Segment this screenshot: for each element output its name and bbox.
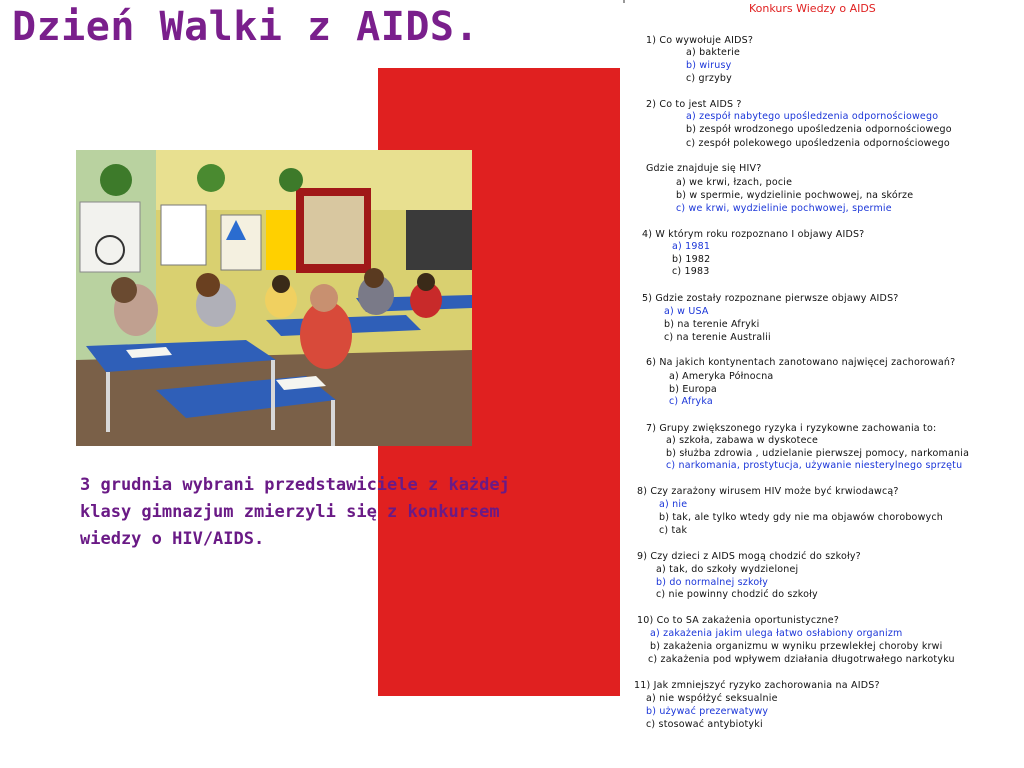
quiz-answer: c) 1983: [672, 266, 710, 277]
quiz-answer: a) tak, do szkoły wydzielonej: [656, 564, 799, 575]
slide-edge-mark: [623, 0, 625, 3]
quiz-answer: b) Europa: [669, 384, 717, 395]
quiz-question: 4) W którym roku rozpoznano I objawy AIDS?: [642, 229, 865, 240]
quiz-answer: c) na terenie Australii: [664, 332, 771, 343]
quiz-question: 1) Co wywołuje AIDS?: [646, 35, 754, 46]
quiz-answer-correct: a) zespół nabytego upośledzenia odpornościowego: [686, 111, 939, 122]
quiz-answer: a) we krwi, łzach, pocie: [676, 177, 793, 188]
quiz-answer: a) Ameryka Północna: [669, 371, 774, 382]
quiz-answer: b) 1982: [672, 254, 711, 265]
quiz-answer-correct: a) 1981: [672, 241, 711, 252]
quiz-answer-correct: a) zakażenia jakim ulega łatwo osłabiony organizm: [650, 628, 903, 639]
quiz-answer-correct: b) wirusy: [686, 60, 732, 71]
quiz-answer: a) nie współżyć seksualnie: [646, 693, 778, 704]
slide-title: Dzień Walki z AIDS.: [12, 4, 480, 50]
quiz-answer-correct: c) Afryka: [669, 396, 713, 407]
quiz-question: 5) Gdzie zostały rozpoznane pierwsze objawy AIDS?: [642, 293, 899, 304]
quiz-answer-correct: c) narkomania, prostytucja, używanie niesterylnego sprzętu: [666, 460, 963, 471]
quiz-question: 9) Czy dzieci z AIDS mogą chodzić do szkoły?: [637, 551, 861, 562]
quiz-answer: b) zespół wrodzonego upośledzenia odpornościowego: [686, 124, 952, 135]
slide-caption: 3 grudnia wybrani przedstawiciele z każdej klasy gimnazjum zmierzyli się z konkursem wiedzy o HIV/AIDS.: [80, 475, 510, 549]
quiz-answer: a) bakterie: [686, 47, 741, 58]
quiz-question: Gdzie znajduje się HIV?: [646, 163, 762, 174]
quiz-title: Konkurs Wiedzy o AIDS: [749, 2, 876, 15]
quiz-answer: c) tak: [659, 525, 688, 536]
quiz-answer-correct: b) używać prezerwatywy: [646, 706, 769, 717]
classroom-photo: [76, 150, 472, 446]
quiz-answer: c) stosować antybiotyki: [646, 719, 763, 730]
quiz-answer-correct: b) do normalnej szkoły: [656, 577, 769, 588]
quiz-answer-correct: a) w USA: [664, 306, 709, 317]
quiz-answer: c) grzyby: [686, 73, 732, 84]
quiz-answer: c) zespół polekowego upośledzenia odpornościowego: [686, 138, 950, 149]
quiz-question: 10) Co to SA zakażenia oportunistyczne?: [637, 615, 840, 626]
quiz-question: 7) Grupy zwiększonego ryzyka i ryzykowne zachowania to:: [646, 423, 937, 434]
quiz-answer: c) zakażenia pod wpływem działania długotrwałego narkotyku: [648, 654, 955, 665]
quiz-answer: b) zakażenia organizmu w wyniku przewlekłej choroby krwi: [650, 641, 943, 652]
quiz-question: 11) Jak zmniejszyć ryzyko zachorowania na AIDS?: [634, 680, 880, 691]
quiz-question: 8) Czy zarażony wirusem HIV może być krwiodawcą?: [637, 486, 899, 497]
quiz-answer: b) na terenie Afryki: [664, 319, 760, 330]
quiz-answer-correct: a) nie: [659, 499, 688, 510]
quiz-question: 2) Co to jest AIDS ?: [646, 99, 742, 110]
quiz-answer: b) w spermie, wydzielinie pochwowej, na skórze: [676, 190, 914, 201]
quiz-answer: b) służba zdrowia , udzielanie pierwszej pomocy, narkomania: [666, 448, 970, 459]
quiz-answer: b) tak, ale tylko wtedy gdy nie ma objawów chorobowych: [659, 512, 944, 523]
quiz-answer-correct: c) we krwi, wydzielinie pochwowej, spermie: [676, 203, 892, 214]
quiz-answer: a) szkoła, zabawa w dyskotece: [666, 435, 819, 446]
quiz-answer: c) nie powinny chodzić do szkoły: [656, 589, 818, 600]
quiz-question: 6) Na jakich kontynentach zanotowano najwięcej zachorowań?: [646, 357, 956, 368]
